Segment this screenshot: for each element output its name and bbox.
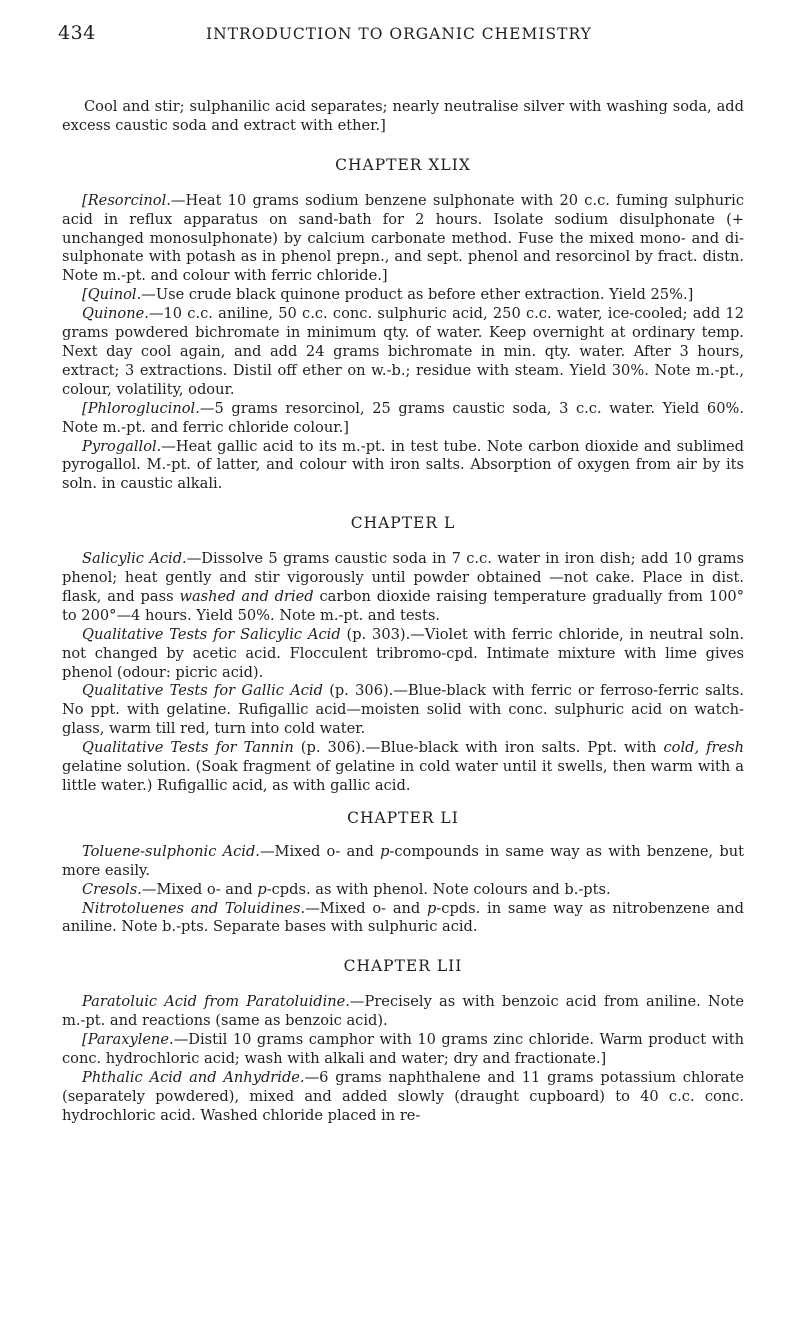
intro-text: Cool and stir; sulphanilic acid separates; nearly neutralise silver with washing soda, add excess caustic soda and extract with ether.]: [62, 98, 744, 134]
emphasis: p: [380, 842, 390, 860]
running-head: INTRODUCTION TO ORGANIC CHEMISTRY: [206, 25, 592, 43]
paragraph-title: Nitrotoluenes and Toluidines.: [82, 899, 306, 917]
paragraph-title: Quinone.: [82, 305, 149, 323]
paragraph-quinone: [62, 305, 744, 400]
intro-paragraph: [62, 98, 744, 136]
paragraph-cresols: [62, 881, 744, 900]
paragraph-quinol: [62, 286, 744, 305]
paragraph-title: [Phloroglucinol.: [82, 399, 200, 417]
paragraph-text: gelatine solution. (Soak fragment of gelatine in cold water until it swells, then warm with a little water.) Rufigallic acid, as with gallic acid.: [62, 758, 744, 794]
paragraph-paraxylene: [62, 1031, 744, 1069]
paragraph-pyrogallol: [62, 438, 744, 495]
paragraph-title: Qualitative Tests for Gallic Acid: [82, 682, 323, 700]
paragraph-text: —Distil 10 grams camphor with 10 grams zinc chloride. Warm product with conc. hydrochloric acid; wash with alkali and water; dry and fractionate.]: [62, 1031, 744, 1067]
emphasis: p: [257, 880, 267, 898]
paragraph-text: —6 grams naphthalene and 11 grams potassium chlorate (separately powdered), mixed and added slowly (draught cupboard) to 40 c.c. conc. hydrochloric acid. Washed chloride placed in re-: [62, 1068, 744, 1124]
paragraph-text: -compounds in same way as with benzene, but more easily.: [62, 842, 744, 879]
paragraph-salicylic-acid: [62, 550, 744, 626]
paragraph-text: (p. 303).—Violet with ferric chloride, in neutral soln. not changed by acetic acid. Flocculent tribromo-cpd. Intimate mixture with lime gives phenol (odour: picric acid).: [62, 625, 744, 681]
paragraph-text: (p. 306).—Blue-black with ferric or ferroso-ferric salts. No ppt. with gelatine. Rufigallic acid—moisten solid with conc. sulphuric acid on watch-glass, warm till red, turn into cold water.: [62, 682, 744, 738]
chapter-heading-xlix: CHAPTER XLIX: [335, 155, 471, 174]
emphasis: cold, fresh: [663, 739, 744, 757]
paragraph-tests-salicylic: [62, 626, 744, 683]
paragraph-title: Salicylic Acid.: [82, 550, 187, 568]
paragraph-toluene-sulphonic: [62, 843, 744, 881]
paragraph-title: Toluene-sulphonic Acid.: [82, 842, 260, 860]
paragraph-text: —5 grams resorcinol, 25 grams caustic soda, 3 c.c. water. Yield 60%. Note m.-pt. and ferric chloride colour.]: [62, 399, 744, 436]
paragraph-text: (p. 306).—Blue-black with iron salts. Ppt. with: [293, 739, 664, 757]
paragraph-tests-tannin: [62, 739, 744, 796]
paragraph-text: carbon dioxide raising temperature gradually from 100° to 200°—4 hours. Yield 50%. Note m.-pt. and tests.: [62, 587, 744, 624]
page-body: [62, 98, 744, 1126]
paragraph-text: -cpds. in same way as nitrobenzene and aniline. Note b.-pts. Separate bases with sulphuric acid.: [62, 899, 744, 936]
page-number: 434: [58, 22, 96, 44]
paragraph-title: Cresols.: [82, 880, 142, 898]
paragraph-title: [Paraxylene.: [82, 1031, 174, 1049]
paragraph-resorcinol: [62, 192, 744, 287]
paragraph-text: —Heat gallic acid to its m.-pt. in test tube. Note carbon dioxide and sublimed pyrogallol. M.-pt. of latter, and colour with iron salts. Absorption of oxygen from air by its soln. in caustic alkali.: [62, 437, 744, 493]
paragraph-text: —Mixed o- and: [259, 842, 381, 860]
emphasis: p: [427, 899, 437, 917]
paragraph-phthalic-acid: [62, 1069, 744, 1126]
chapter-heading-li: CHAPTER LI: [347, 808, 459, 827]
chapter-heading-l: CHAPTER L: [350, 514, 456, 533]
paragraph-text: —Heat 10 grams sodium benzene sulphonate with 20 c.c. fuming sulphuric acid in reflux apparatus on sand-bath for 2 hours. Isolate sodium disulphonate (+ unchanged monosulphonate) by calcium carbonate method. Fuse the mixed mono- and di-sulphonate with potash as in phenol prepn., and sept. phenol and resorcinol by fract. distn. Note m.-pt. and colour with ferric chloride.]: [62, 191, 744, 285]
paragraph-text: —Precisely as with benzoic acid from aniline. Note m.-pt. and reactions (same as benzoic acid).: [62, 993, 744, 1030]
paragraph-nitrotoluenes: [62, 900, 744, 938]
paragraph-title: Paratoluic Acid from Paratoluidine.: [82, 993, 350, 1011]
paragraph-tests-gallic: [62, 682, 744, 739]
paragraph-text: —10 c.c. aniline, 50 c.c. conc. sulphuric acid, 250 c.c. water, ice-cooled; add 12 grams powdered bichromate in minimum qty. of water. Keep overnight at ordinary temp. Next day cool again, and add 24 grams bichromate in min. qty. water. After 3 hours, extract; 3 extractions. Distil off ether on w.-b.; residue with steam. Yield 30%. Note m.-pt., colour, volatility, odour.: [62, 305, 744, 398]
paragraph-text: —Dissolve 5 grams caustic soda in 7 c.c. water in iron dish; add 10 grams phenol; heat gently and stir vigorously until powder obtained —not cake. Place in dist. flask, and pass: [62, 550, 745, 605]
emphasis: washed and dried: [179, 587, 314, 605]
paragraph-title: [Resorcinol.: [82, 191, 171, 209]
paragraph-paratoluic-acid: [62, 993, 744, 1031]
chapter-heading-lii: CHAPTER LII: [343, 957, 463, 976]
page-header: [58, 22, 744, 56]
paragraph-text: —Mixed o- and: [305, 899, 428, 917]
paragraph-text: —Mixed o- and: [141, 880, 258, 898]
paragraph-title: [Quinol.: [82, 286, 142, 304]
paragraph-title: Qualitative Tests for Tannin: [82, 739, 294, 757]
paragraph-phloroglucinol: [62, 400, 744, 438]
paragraph-title: Pyrogallol.: [82, 437, 162, 455]
paragraph-text: -cpds. as with phenol. Note colours and b.-pts.: [266, 880, 611, 898]
paragraph-title: Qualitative Tests for Salicylic Acid: [82, 625, 341, 643]
paragraph-title: Phthalic Acid and Anhydride.: [82, 1068, 305, 1086]
paragraph-text: —Use crude black quinone product as before ether extraction. Yield 25%.]: [141, 286, 694, 304]
